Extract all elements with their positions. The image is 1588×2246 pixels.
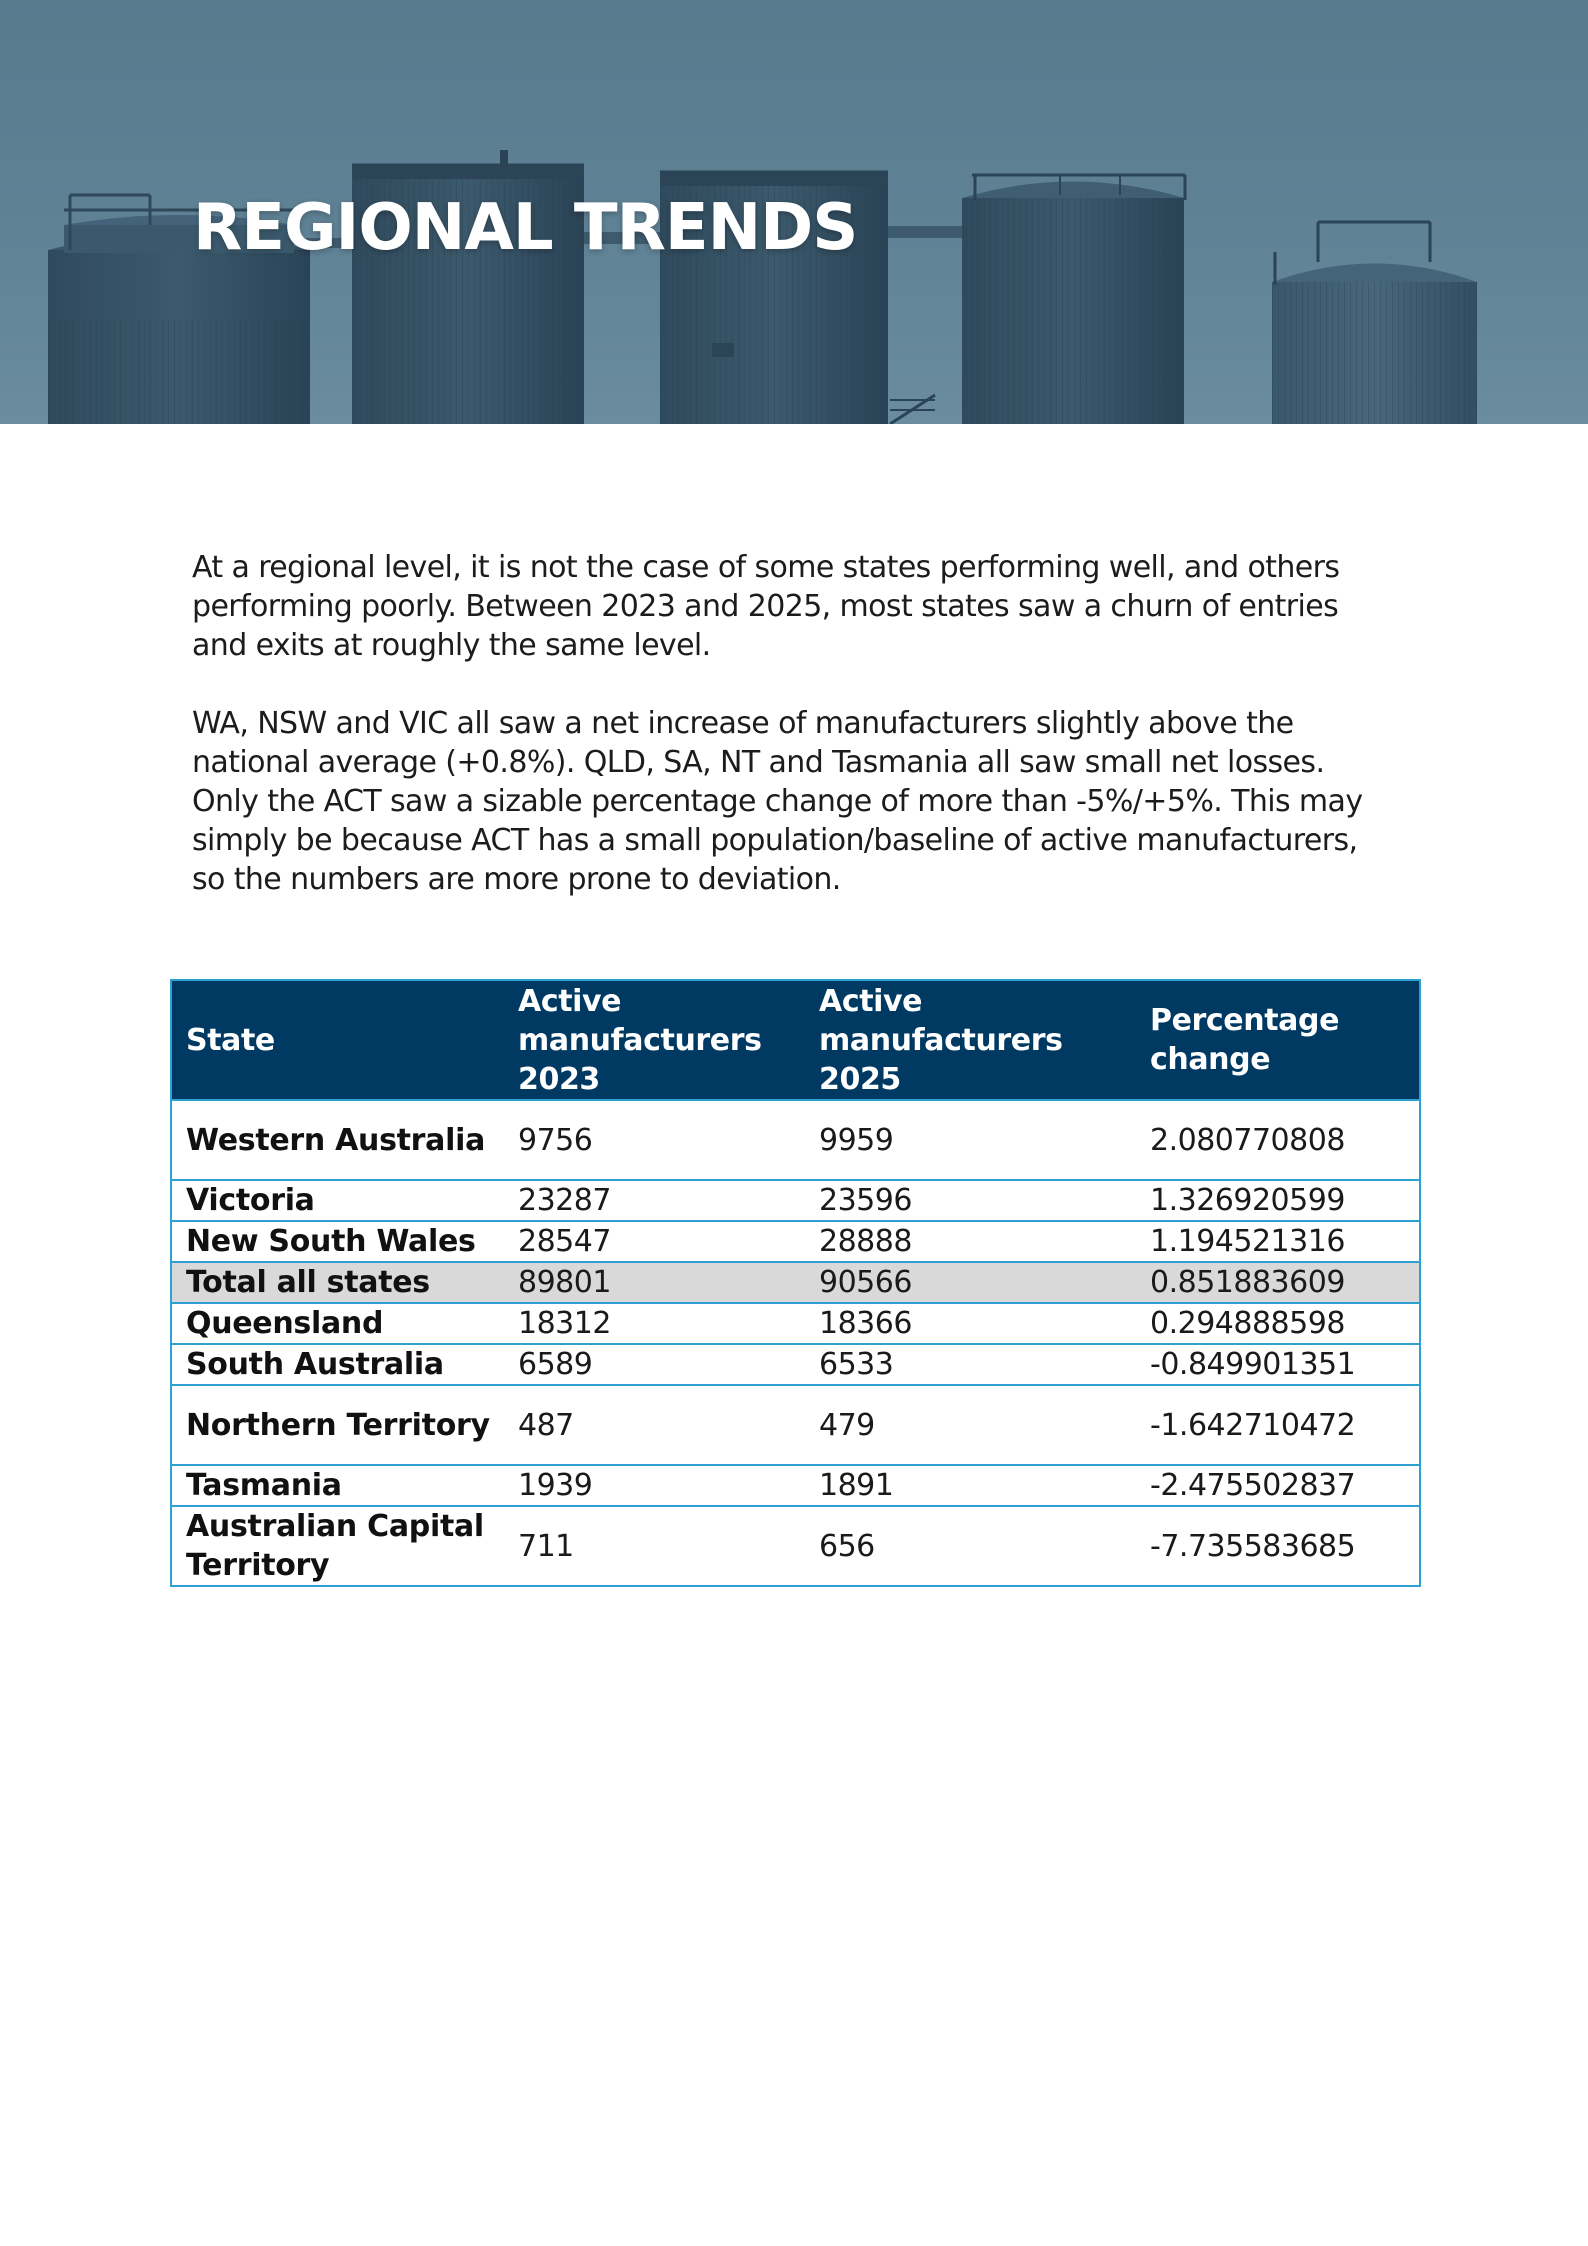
state-cell: Western Australia [171, 1100, 504, 1180]
value-2025-cell: 28888 [805, 1221, 1136, 1262]
table-row [171, 1180, 1420, 1221]
data-table [170, 979, 1421, 1587]
table-row [171, 1344, 1420, 1385]
value-2025-cell: 18366 [805, 1303, 1136, 1344]
table-row [171, 1506, 1420, 1586]
change-cell: 2.080770808 [1136, 1100, 1420, 1180]
change-cell: 0.851883609 [1136, 1262, 1420, 1303]
state-cell: Australian Capital Territory [171, 1506, 504, 1586]
table-row [171, 1465, 1420, 1506]
table-row [171, 1221, 1420, 1262]
state-cell: Victoria [171, 1180, 504, 1221]
value-2023-cell: 1939 [504, 1465, 805, 1506]
change-cell: -2.475502837 [1136, 1465, 1420, 1506]
table-row [171, 1100, 1420, 1180]
value-2025-cell: 6533 [805, 1344, 1136, 1385]
column-header-2025: Active manufacturers 2025 [805, 980, 1136, 1100]
value-2025-cell: 1891 [805, 1465, 1136, 1506]
change-cell: -1.642710472 [1136, 1385, 1420, 1465]
value-2025-cell: 9959 [805, 1100, 1136, 1180]
value-2025-cell: 479 [805, 1385, 1136, 1465]
value-2023-cell: 23287 [504, 1180, 805, 1221]
value-2025-cell: 90566 [805, 1262, 1136, 1303]
page-title: REGIONAL TRENDS [193, 191, 858, 265]
change-cell: -0.849901351 [1136, 1344, 1420, 1385]
change-cell: 1.194521316 [1136, 1221, 1420, 1262]
change-cell: 0.294888598 [1136, 1303, 1420, 1344]
table-row-total [171, 1262, 1420, 1303]
state-cell: South Australia [171, 1344, 504, 1385]
value-2023-cell: 18312 [504, 1303, 805, 1344]
header-banner [0, 0, 1588, 424]
value-2023-cell: 487 [504, 1385, 805, 1465]
change-cell: -7.735583685 [1136, 1506, 1420, 1586]
state-cell: Northern Territory [171, 1385, 504, 1465]
state-cell: Total all states [171, 1262, 504, 1303]
value-2023-cell: 28547 [504, 1221, 805, 1262]
column-header-2023: Active manufacturers 2023 [504, 980, 805, 1100]
table-header-row [171, 980, 1420, 1100]
column-header-change: Percentage change [1136, 980, 1420, 1100]
value-2023-cell: 6589 [504, 1344, 805, 1385]
state-cell: Tasmania [171, 1465, 504, 1506]
column-header-state: State [171, 980, 504, 1100]
intro-paragraph: WA, NSW and VIC all saw a net increase of manufacturers slightly above the national average (+0.8%). QLD, SA, NT and Tasmania all saw small net losses. Only the ACT saw a sizable percentage change of more than -5%/+5%. This may simply be because ACT has a small population/baseline of active manufacturers, so the numbers are more prone to deviation. [192, 706, 1363, 897]
intro-text [192, 548, 1392, 938]
table-row [171, 1385, 1420, 1465]
value-2025-cell: 23596 [805, 1180, 1136, 1221]
value-2023-cell: 9756 [504, 1100, 805, 1180]
state-cell: Queensland [171, 1303, 504, 1344]
value-2025-cell: 656 [805, 1506, 1136, 1586]
intro-paragraph: At a regional level, it is not the case of some states performing well, and others performing poorly. Between 2023 and 2025, most states saw a churn of entries and exits at roughly the same level. [192, 550, 1340, 663]
change-cell: 1.326920599 [1136, 1180, 1420, 1221]
value-2023-cell: 711 [504, 1506, 805, 1586]
state-manufacturers-table [170, 979, 1419, 1587]
value-2023-cell: 89801 [504, 1262, 805, 1303]
state-cell: New South Wales [171, 1221, 504, 1262]
table-row [171, 1303, 1420, 1344]
